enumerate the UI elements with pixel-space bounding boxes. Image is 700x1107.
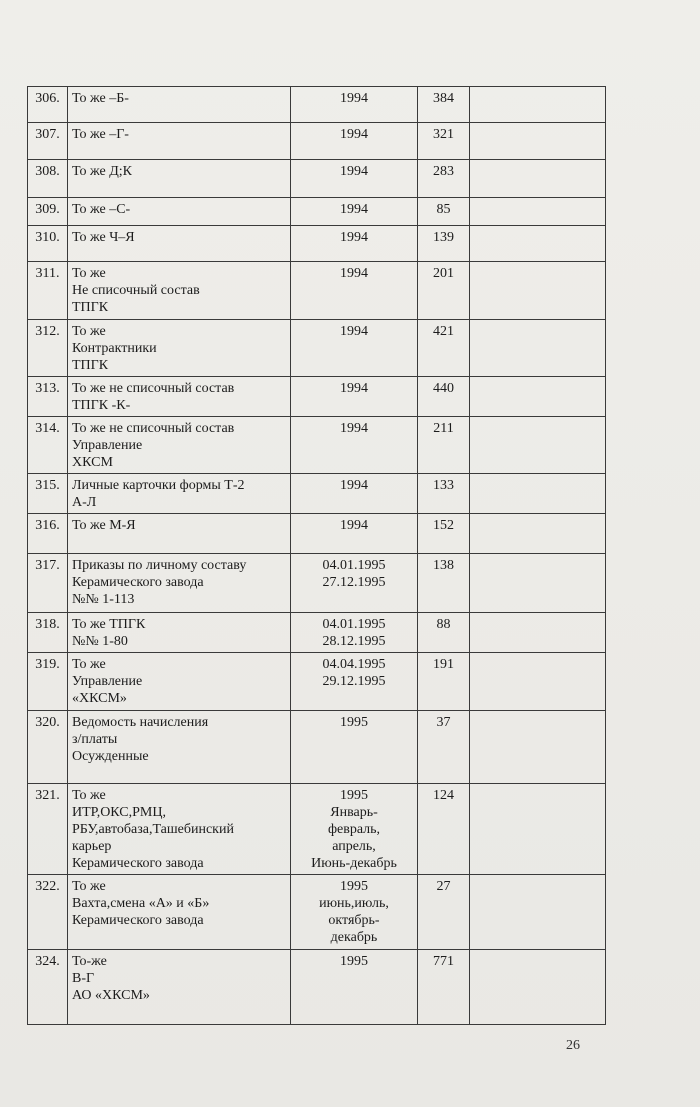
record-title-line: РБУ,автобаза,Ташебинский — [72, 822, 234, 837]
record-date — [291, 417, 418, 474]
record-title — [68, 377, 291, 417]
record-title-line: То же не списочный состав — [72, 381, 235, 396]
record-note — [470, 377, 606, 417]
record-date-line: 04.01.1995 — [322, 558, 386, 573]
record-date — [291, 262, 418, 320]
record-number: 319. — [28, 653, 68, 711]
record-date — [291, 554, 418, 613]
inventory-table-body — [28, 87, 606, 1025]
record-title-line: Вахта,смена «А» и «Б» — [72, 896, 210, 911]
record-title — [68, 198, 291, 226]
table-row — [28, 123, 606, 160]
record-title-line: АО «ХКСМ» — [72, 988, 150, 1003]
record-title-line: То-же — [72, 954, 107, 969]
record-date — [291, 784, 418, 875]
record-title-line: То же –Г- — [72, 127, 129, 142]
record-note — [470, 320, 606, 377]
record-title-line: ИТР,ОКС,РМЦ, — [72, 805, 166, 820]
record-title — [68, 711, 291, 784]
sheet-count: 211 — [418, 417, 470, 474]
record-title — [68, 950, 291, 1025]
record-title-line: ТПГК — [72, 300, 109, 315]
table-row — [28, 320, 606, 377]
sheet-count: 37 — [418, 711, 470, 784]
record-title — [68, 514, 291, 554]
record-note — [470, 123, 606, 160]
record-title-line: «ХКСМ» — [72, 691, 127, 706]
record-title — [68, 320, 291, 377]
record-title-line: В-Г — [72, 971, 95, 986]
record-number: 308. — [28, 160, 68, 198]
record-number: 322. — [28, 875, 68, 950]
record-date-line: Январь- — [330, 805, 378, 820]
record-date-line: 1994 — [340, 421, 368, 436]
record-title-line: ТПГК — [72, 358, 109, 373]
record-title — [68, 784, 291, 875]
table-row — [28, 417, 606, 474]
record-note — [470, 226, 606, 262]
record-title-line: То же М-Я — [72, 518, 136, 533]
record-date-line: 1994 — [340, 381, 368, 396]
record-note — [470, 514, 606, 554]
record-date — [291, 87, 418, 123]
record-title-line: То же — [72, 266, 106, 281]
record-title-line: ХКСМ — [72, 455, 113, 470]
table-row — [28, 160, 606, 198]
record-title-line: №№ 1-113 — [72, 592, 135, 607]
sheet-count: 27 — [418, 875, 470, 950]
table-row — [28, 226, 606, 262]
record-date — [291, 160, 418, 198]
record-date-line: 1994 — [340, 202, 368, 217]
record-note — [470, 417, 606, 474]
record-note — [470, 711, 606, 784]
record-date-line: декабрь — [330, 930, 378, 945]
record-date-line: 27.12.1995 — [322, 575, 386, 590]
record-date — [291, 950, 418, 1025]
inventory-table — [27, 86, 606, 1025]
page-number: 26 — [566, 1038, 580, 1053]
record-date — [291, 198, 418, 226]
record-date-line: 1994 — [340, 518, 368, 533]
table-row — [28, 474, 606, 514]
record-title — [68, 653, 291, 711]
record-number: 321. — [28, 784, 68, 875]
record-title — [68, 613, 291, 653]
table-row — [28, 875, 606, 950]
record-date — [291, 514, 418, 554]
record-date-line: 1994 — [340, 230, 368, 245]
record-title — [68, 262, 291, 320]
record-date-line: 29.12.1995 — [322, 674, 386, 689]
record-number: 313. — [28, 377, 68, 417]
record-number: 309. — [28, 198, 68, 226]
table-row — [28, 514, 606, 554]
record-title — [68, 417, 291, 474]
record-date-line: 1995 — [340, 788, 368, 803]
record-number: 316. — [28, 514, 68, 554]
record-note — [470, 474, 606, 514]
record-note — [470, 613, 606, 653]
record-title — [68, 87, 291, 123]
record-number: 314. — [28, 417, 68, 474]
record-title-line: То же –Б- — [72, 91, 129, 106]
sheet-count: 283 — [418, 160, 470, 198]
record-title-line: Керамического завода — [72, 913, 204, 928]
record-date-line: 04.04.1995 — [322, 657, 386, 672]
record-date-line: 1995 — [340, 879, 368, 894]
record-date-line: 1994 — [340, 266, 368, 281]
sheet-count: 88 — [418, 613, 470, 653]
record-title-line: з/платы — [72, 732, 118, 747]
record-note — [470, 160, 606, 198]
record-title-line: То же Ч–Я — [72, 230, 135, 245]
record-date-line: 1994 — [340, 91, 368, 106]
record-note — [470, 262, 606, 320]
sheet-count: 321 — [418, 123, 470, 160]
record-title — [68, 875, 291, 950]
sheet-count: 440 — [418, 377, 470, 417]
record-title-line: Осужденные — [72, 749, 149, 764]
record-title-line: То же –С- — [72, 202, 131, 217]
record-note — [470, 554, 606, 613]
table-row — [28, 950, 606, 1025]
record-title — [68, 554, 291, 613]
record-title-line: То же — [72, 879, 106, 894]
sheet-count: 384 — [418, 87, 470, 123]
record-date-line: 04.01.1995 — [322, 617, 386, 632]
sheet-count: 139 — [418, 226, 470, 262]
record-date — [291, 474, 418, 514]
record-title-line: То же — [72, 788, 106, 803]
record-title-line: Личные карточки формы Т-2 — [72, 478, 245, 493]
record-title-line: Управление — [72, 438, 143, 453]
record-number: 307. — [28, 123, 68, 160]
record-date-line: октябрь- — [328, 913, 380, 928]
record-date-line: 1994 — [340, 478, 368, 493]
record-note — [470, 875, 606, 950]
record-date-line: 1995 — [340, 715, 368, 730]
record-note — [470, 198, 606, 226]
record-date — [291, 320, 418, 377]
record-date — [291, 226, 418, 262]
record-date-line: 1994 — [340, 127, 368, 142]
record-date — [291, 711, 418, 784]
record-date-line: февраль, — [327, 822, 381, 837]
record-number: 318. — [28, 613, 68, 653]
record-note — [470, 87, 606, 123]
table-row — [28, 87, 606, 123]
record-number: 310. — [28, 226, 68, 262]
table-row — [28, 613, 606, 653]
record-date — [291, 377, 418, 417]
table-row — [28, 554, 606, 613]
record-title — [68, 226, 291, 262]
record-title — [68, 160, 291, 198]
record-title-line: Керамического завода — [72, 575, 204, 590]
record-number: 312. — [28, 320, 68, 377]
record-date — [291, 653, 418, 711]
record-title-line: Управление — [72, 674, 143, 689]
record-title-line: А-Л — [72, 495, 97, 510]
sheet-count: 133 — [418, 474, 470, 514]
record-title-line: То же ТПГК — [72, 617, 146, 632]
record-title-line: Контрактники — [72, 341, 157, 356]
record-date-line: июнь,июль, — [319, 896, 389, 911]
sheet-count: 421 — [418, 320, 470, 377]
table-row — [28, 711, 606, 784]
sheet-count: 124 — [418, 784, 470, 875]
record-date — [291, 613, 418, 653]
sheet-count: 138 — [418, 554, 470, 613]
record-title-line: Не списочный состав — [72, 283, 200, 298]
record-title-line: Керамического завода — [72, 856, 204, 871]
record-date-line: 1994 — [340, 324, 368, 339]
table-row — [28, 784, 606, 875]
record-number: 324. — [28, 950, 68, 1025]
record-title-line: То же не списочный состав — [72, 421, 235, 436]
record-title-line: ТПГК -К- — [72, 398, 131, 413]
record-title-line: Приказы по личному составу — [72, 558, 247, 573]
record-number: 315. — [28, 474, 68, 514]
record-date-line: 1995 — [340, 954, 368, 969]
record-number: 320. — [28, 711, 68, 784]
record-title-line: Ведомость начисления — [72, 715, 209, 730]
record-date-line: апрель, — [332, 839, 376, 854]
sheet-count: 771 — [418, 950, 470, 1025]
record-number: 311. — [28, 262, 68, 320]
table-row — [28, 653, 606, 711]
record-title-line: карьер — [72, 839, 112, 854]
record-title — [68, 474, 291, 514]
record-date — [291, 123, 418, 160]
record-date-line: Июнь-декабрь — [311, 856, 397, 871]
record-date-line: 1994 — [340, 164, 368, 179]
sheet-count: 201 — [418, 262, 470, 320]
record-note — [470, 950, 606, 1025]
record-note — [470, 653, 606, 711]
record-note — [470, 784, 606, 875]
record-title-line: То же Д;К — [72, 164, 132, 179]
record-date-line: 28.12.1995 — [322, 634, 386, 649]
record-title-line: То же — [72, 657, 106, 672]
record-number: 317. — [28, 554, 68, 613]
record-title-line: №№ 1-80 — [72, 634, 128, 649]
sheet-count: 85 — [418, 198, 470, 226]
record-date — [291, 875, 418, 950]
table-row — [28, 262, 606, 320]
record-title — [68, 123, 291, 160]
sheet-count: 152 — [418, 514, 470, 554]
table-row — [28, 377, 606, 417]
sheet-count: 191 — [418, 653, 470, 711]
table-row — [28, 198, 606, 226]
record-title-line: То же — [72, 324, 106, 339]
record-number: 306. — [28, 87, 68, 123]
